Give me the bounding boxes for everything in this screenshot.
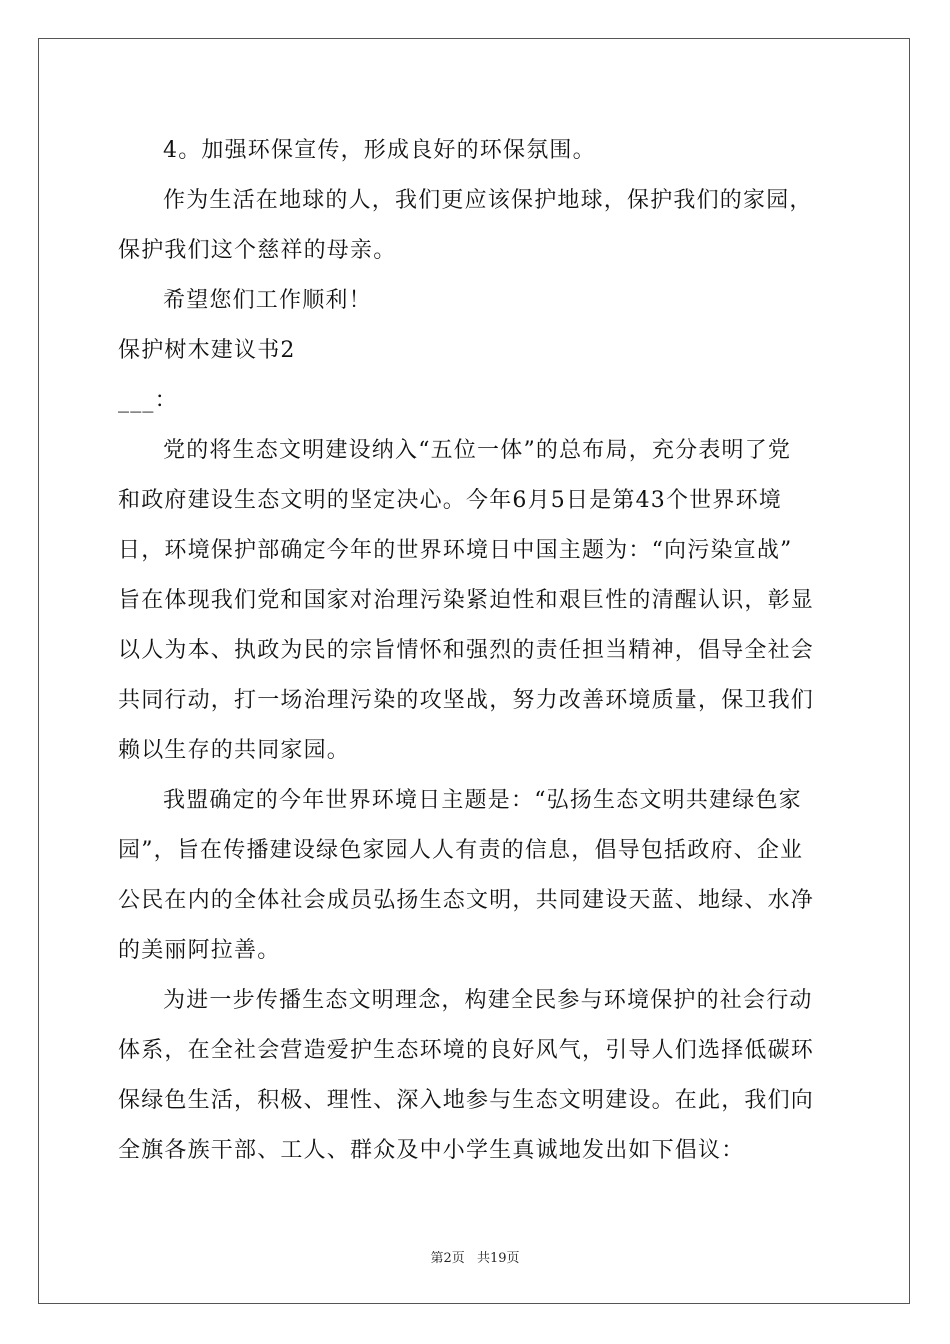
paragraph-line: 赖以生存的共同家园。 <box>118 738 351 763</box>
paragraph-line: 园”，旨在传播建设绿色家园人人有责的信息，倡导包括政府、企业 <box>118 838 804 863</box>
paragraph-line: 希望您们工作顺利！ <box>163 288 372 313</box>
page-footer <box>0 1247 950 1266</box>
paragraph-line: 为进一步传播生态文明理念，构建全民参与环境保护的社会行动 <box>163 988 813 1013</box>
paragraph-line: 保绿色生活，积极、理性、深入地参与生态文明建设。在此，我们向 <box>118 1088 815 1113</box>
paragraph-line: 体系，在全社会营造爱护生态环境的良好风气，引导人们选择低碳环 <box>118 1038 815 1063</box>
paragraph-line: 作为生活在地球的人，我们更应该保护地球，保护我们的家园， <box>163 188 813 213</box>
paragraph-line: 的美丽阿拉善。 <box>118 938 281 963</box>
paragraph-line: 旨在体现我们党和国家对治理污染紧迫性和艰巨性的清醒认识，彰显 <box>118 588 815 613</box>
page-total: 共19页 <box>476 1251 520 1266</box>
paragraph-line: 公民在内的全体社会成员弘扬生态文明，共同建设天蓝、地绿、水净 <box>118 888 815 913</box>
paragraph-line: 以人为本、执政为民的宗旨情怀和强烈的责任担当精神，倡导全社会 <box>118 638 815 663</box>
paragraph-line: 保护我们这个慈祥的母亲。 <box>118 238 397 263</box>
section-title: 保护树木建议书2 <box>118 338 296 363</box>
page-number: 第2页 <box>430 1251 465 1266</box>
paragraph-line: 全旗各族干部、工人、群众及中小学生真诚地发出如下倡议： <box>118 1138 745 1163</box>
paragraph-line: 我盟确定的今年世界环境日主题是：“弘扬生态文明共建绿色家 <box>163 788 802 813</box>
salutation: ___： <box>118 388 178 413</box>
paragraph-line: 日，环境保护部确定今年的世界环境日中国主题为：“向污染宣战” <box>118 538 793 563</box>
paragraph-line: 共同行动，打一场治理污染的攻坚战，努力改善环境质量，保卫我们 <box>118 688 815 713</box>
paragraph-line: 4。加强环保宣传，形成良好的环保氛围。 <box>163 138 596 163</box>
paragraph-line: 党的将生态文明建设纳入“五位一体”的总布局，充分表明了党 <box>163 438 792 463</box>
paragraph-line: 和政府建设生态文明的坚定决心。今年6月5日是第43个世界环境 <box>118 488 782 513</box>
